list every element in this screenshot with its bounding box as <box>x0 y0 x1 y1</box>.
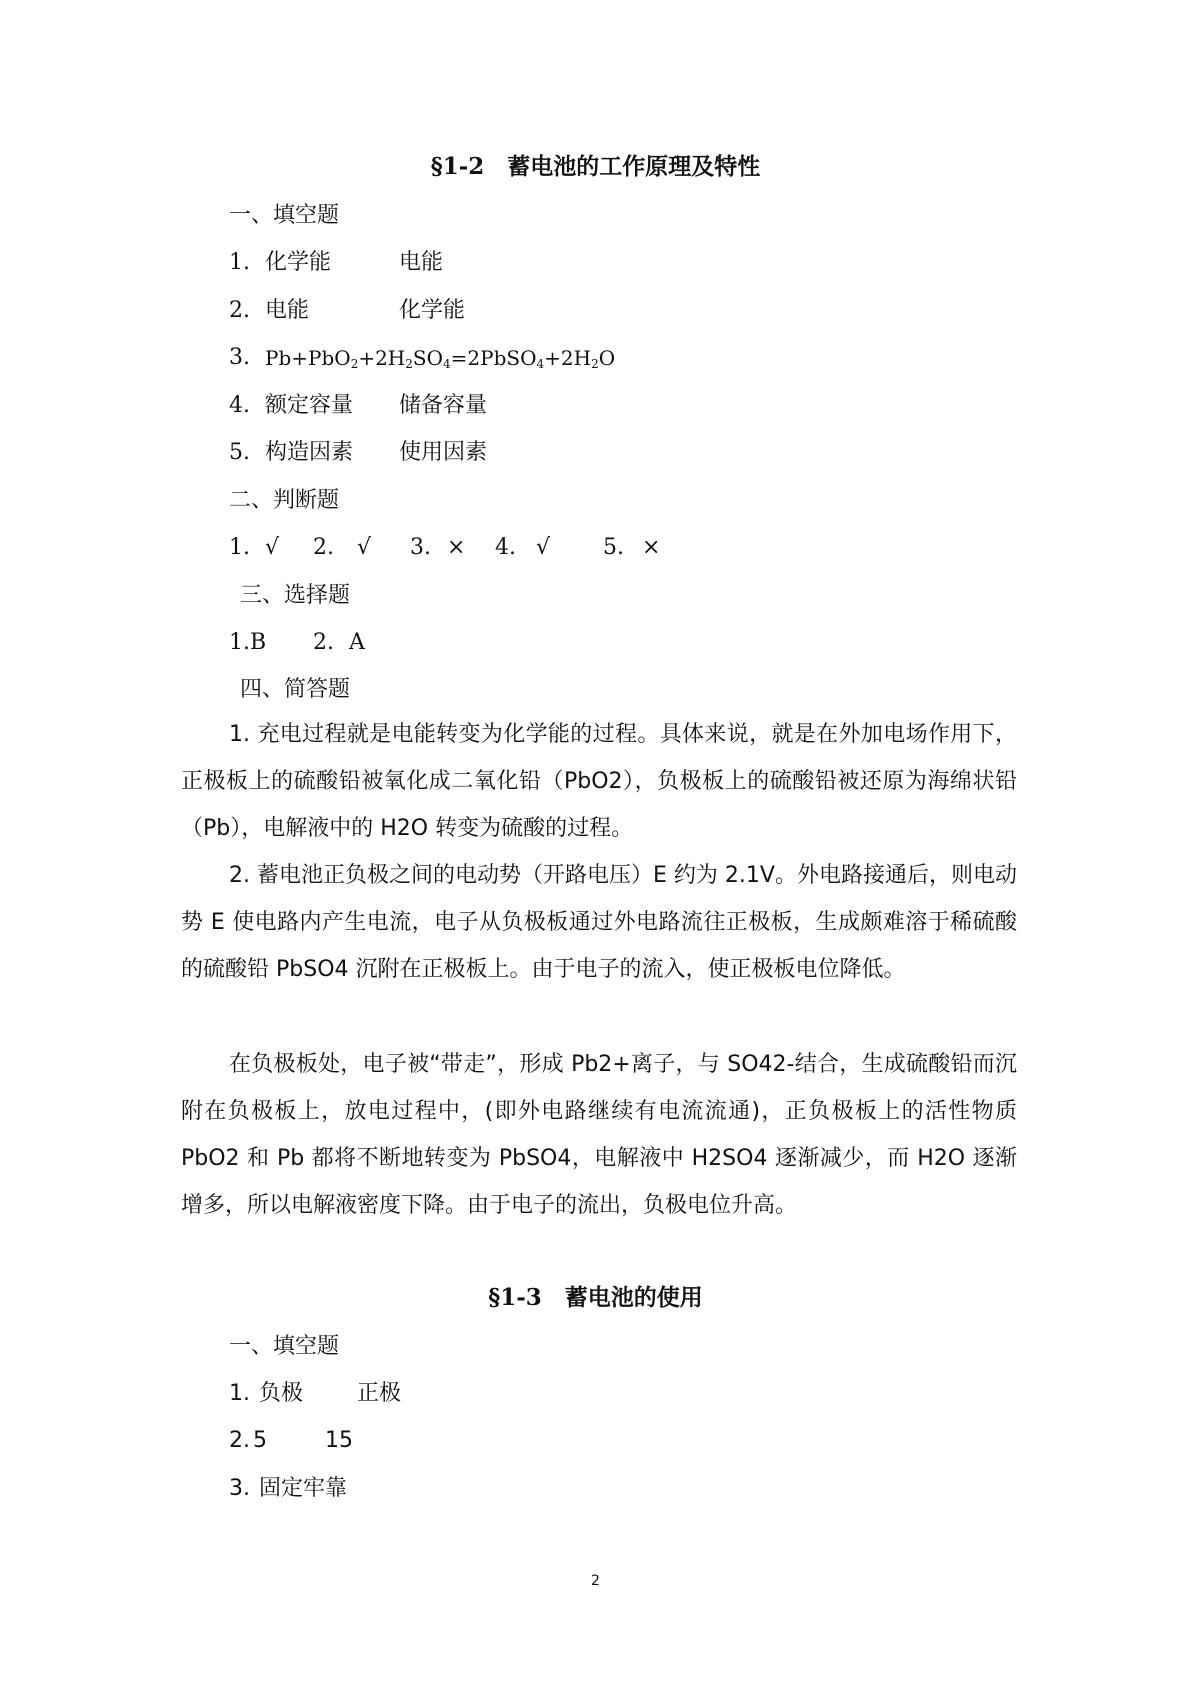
answer-a: 负极 <box>259 1381 304 1406</box>
judge-number: 2. <box>313 535 334 560</box>
answer-b: 化学能 <box>399 298 466 323</box>
item-number: 1. <box>229 1381 250 1406</box>
item-number: 3. <box>229 345 250 370</box>
choice-answers <box>229 628 529 658</box>
choice-heading: 三、选择题 <box>240 583 351 608</box>
judge-number: 4. <box>495 535 516 560</box>
fill-heading: 一、填空题 <box>229 203 340 228</box>
judge-mark: × <box>642 535 661 560</box>
judge-mark: √ <box>265 535 280 560</box>
short-answer-3: 在负极板处，电子被“带走”，形成 Pb2+离子，与 SO42-结合，生成硫酸铅而沉附在负极板上，放电过程中，(即外电路继续有电流流通)，正负极板上的活性物质 PbO2 和 Pb 都将不断地转变为 PbSO4，电解液中 H2SO4 逐渐减少，而 H2O 逐渐增多，所以电解液密度下降。由于电子的流出，负极电位升高。 <box>181 1052 1017 1218</box>
section-title-1-2: §1-2 蓄电池的工作原理及特性 <box>430 153 761 180</box>
judge-number: 3. <box>410 535 431 560</box>
answer-a: 固定牢靠 <box>259 1476 348 1501</box>
choice-answer: A <box>349 630 365 655</box>
judge-mark: √ <box>536 535 551 560</box>
answer-b: 15 <box>325 1428 353 1453</box>
answer-b: 电能 <box>399 250 444 275</box>
item-number: 4. <box>229 393 250 418</box>
page-number: 2 <box>591 1573 600 1589</box>
answer-b: 使用因素 <box>399 440 488 465</box>
judge-answers <box>229 533 729 563</box>
item-number: 5. <box>229 440 250 465</box>
answer-a: 化学能 <box>265 250 332 275</box>
judge-heading: 二、判断题 <box>229 488 340 513</box>
item-number: 1. <box>229 250 250 275</box>
answer-a: 5 <box>253 1428 267 1453</box>
short-answer-2: 2. 蓄电池正负极之间的电动势（开路电压）E 约为 2.1V。外电路接通后，则电动势 E 使电路内产生电流，电子从负极板通过外电路流往正极板，生成颇难溶于稀硫酸的硫酸铅 PbSO4 沉附在正极板上。由于电子的流入，使正极板电位降低。 <box>181 863 1017 982</box>
answer-a: 额定容量 <box>265 393 354 418</box>
judge-number: 5. <box>603 535 624 560</box>
answer-b: 储备容量 <box>399 393 488 418</box>
answer-a: 构造因素 <box>265 440 354 465</box>
item-number: 3. <box>229 1476 250 1501</box>
answer-a: 电能 <box>265 298 310 323</box>
choice-number: 2. <box>313 630 334 655</box>
item-number: 2. <box>229 298 250 323</box>
chemical-equation: $Pb+PbO_2+2H_2SO_4=2PbSO_4+2H_2O$ <box>265 346 616 371</box>
item-number: 2. <box>229 1428 250 1453</box>
judge-mark: × <box>447 535 466 560</box>
fill-heading: 一、填空题 <box>229 1334 340 1359</box>
answer-b: 正极 <box>357 1381 402 1406</box>
section-title-1-3: §1-3 蓄电池的使用 <box>488 1284 703 1311</box>
short-answer-1: 1. 充电过程就是电能转变为化学能的过程。具体来说，就是在外加电场作用下，正极板上的硫酸铅被氧化成二氧化铅（PbO2），负极板上的硫酸铅被还原为海绵状铅（Pb），电解液中的 H2O 转变为硫酸的过程。 <box>181 722 1017 841</box>
judge-number: 1. <box>229 535 250 560</box>
short-answer-heading: 四、简答题 <box>240 677 351 702</box>
choice-answer: 1.B <box>229 630 267 655</box>
judge-mark: √ <box>357 535 372 560</box>
